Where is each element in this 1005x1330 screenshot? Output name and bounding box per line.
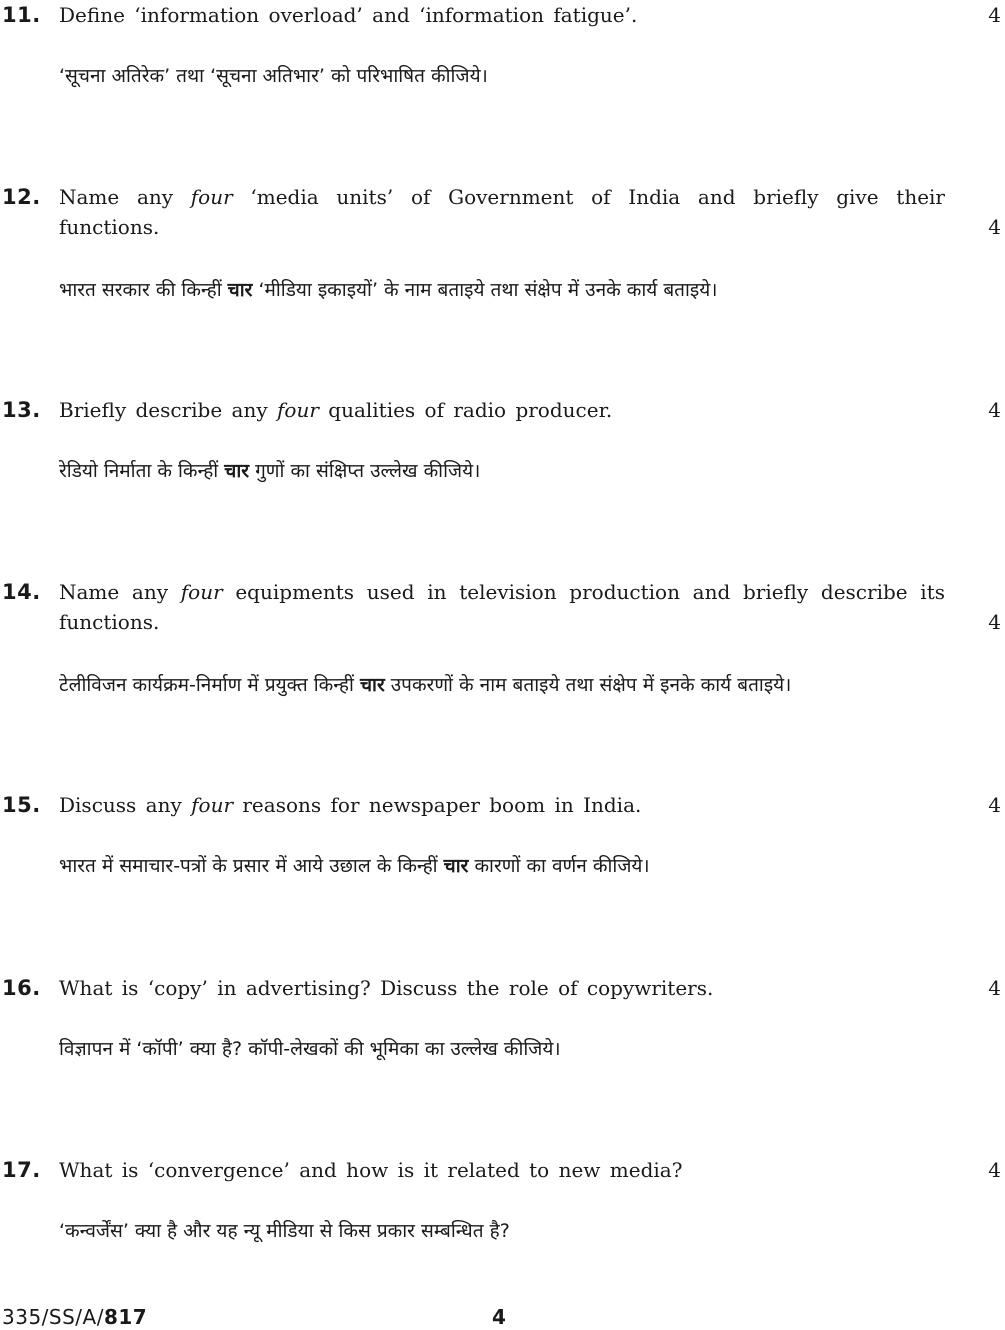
question-hindi-text: भारत में समाचार-पत्रों के प्रसार में आये उछाल के किन्हीं चार कारणों का वर्णन कीजिये। bbox=[59, 855, 650, 877]
question-hindi-text: भारत सरकार की किन्हीं चार ‘मीडिया इकाइयों’ के नाम बताइये तथा संक्षेप में उनके कार्य बताइये। bbox=[59, 279, 718, 301]
question-marks: 4 bbox=[988, 976, 1001, 1000]
question-number: 11. bbox=[2, 3, 41, 27]
question-english-text: Name any four ‘media units’ of Government of India and briefly give their functions. bbox=[59, 185, 945, 239]
question-english-text: Define ‘information overload’ and ‘information fatigue’. bbox=[59, 3, 638, 27]
question-number: 15. bbox=[2, 793, 41, 817]
question-number: 16. bbox=[2, 976, 41, 1000]
question-hindi-text: ‘सूचना अतिरेक’ तथा ‘सूचना अतिभार’ को परिभाषित कीजिये। bbox=[59, 65, 488, 87]
question-marks: 4 bbox=[988, 3, 1001, 27]
question-marks: 4 bbox=[988, 398, 1001, 422]
question-english-text: Briefly describe any four qualities of radio producer. bbox=[59, 398, 613, 422]
paper-code: 335/SS/A/817 bbox=[2, 1305, 148, 1329]
question-hindi-text: रेडियो निर्माता के किन्हीं चार गुणों का संक्षिप्त उल्लेख कीजिये। bbox=[59, 460, 481, 482]
question-english-text: Name any four equipments used in television production and briefly describe its functions. bbox=[59, 580, 946, 634]
question-number: 13. bbox=[2, 398, 41, 422]
question-number: 12. bbox=[2, 185, 41, 209]
question-hindi-text: ‘कन्वर्जेंस’ क्या है और यह न्यू मीडिया से किस प्रकार सम्बन्धित है? bbox=[59, 1220, 510, 1242]
question-english-text: What is ‘convergence’ and how is it related to new media? bbox=[59, 1158, 683, 1182]
question-hindi-text: विज्ञापन में ‘कॉपी’ क्या है? कॉपी-लेखकों की भूमिका का उल्लेख कीजिये। bbox=[59, 1038, 561, 1060]
question-marks: 4 bbox=[988, 1158, 1001, 1182]
question-number: 14. bbox=[2, 580, 41, 604]
question-marks: 4 bbox=[988, 793, 1001, 817]
question-hindi-text: टेलीविजन कार्यक्रम-निर्माण में प्रयुक्त किन्हीं चार उपकरणों के नाम बताइये तथा संक्षेप में इनके कार्य बताइये। bbox=[59, 674, 792, 696]
question-english-text: Discuss any four reasons for newspaper boom in India. bbox=[59, 793, 642, 817]
question-number: 17. bbox=[2, 1158, 41, 1182]
question-marks: 4 bbox=[988, 610, 1001, 634]
question-marks: 4 bbox=[988, 215, 1001, 239]
question-english-text: What is ‘copy’ in advertising? Discuss the role of copywriters. bbox=[59, 976, 714, 1000]
page-number: 4 bbox=[492, 1305, 506, 1329]
